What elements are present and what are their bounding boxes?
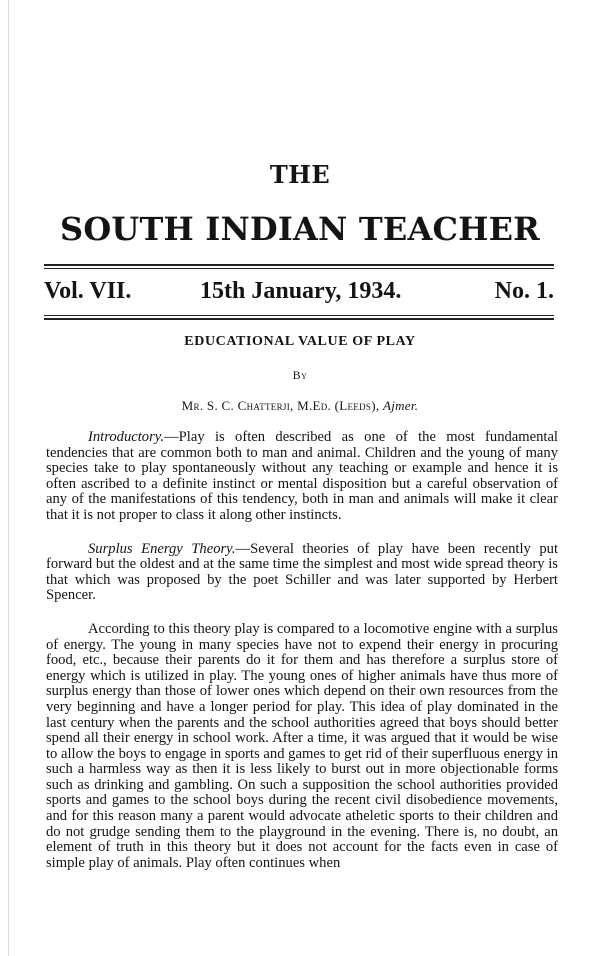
article-title: EDUCATIONAL VALUE OF PLAY [184, 334, 416, 349]
paragraph-text: —Several theories of play have been recently put forward but the oldest and at the same time the simplest and most wide spread theory is that which was proposed by the poet Schiller and was later supported by Herbert Spencer. [46, 540, 558, 604]
paragraph-text: —Play is often described as one of the most fundamental tendencies that are common both to man and animal. Children and the young of many species take to play spontaneously without any teaching or example and hence it is often ascribed to a definite instinct or mental disposition but a careful observation of any of the manifestations of this tendency, both in man and animals will make it clear that it is not proper to class it along other instincts. [46, 429, 558, 523]
paragraph-surplus-energy [46, 542, 558, 604]
rule-top-thin [44, 268, 554, 269]
article-body [46, 430, 558, 889]
issue-number: No. 1. [494, 278, 554, 304]
rule-top [44, 264, 554, 266]
paragraph-lead: Surplus Energy Theory. [88, 540, 236, 557]
rule-bottom [44, 318, 554, 320]
author-place: Ajmer. [382, 398, 419, 413]
author-name: Mr. S. C. Chatterji, M.Ed. (Leeds), [181, 398, 380, 413]
paragraph-lead: Introductory. [88, 429, 165, 445]
rule-bottom-thin [44, 315, 554, 316]
paragraph-theory [46, 622, 558, 872]
volume-label: Vol. VII. [44, 278, 132, 304]
page-edge [8, 0, 9, 956]
paragraph-introductory [46, 430, 558, 524]
paragraph-text: According to this theory play is compared to a locomotive engine with a surplus of energy. The young in many species have not to expend their energy in procuring food, etc., because their parents do it for them and has therefore a surplus store of energy which is utilized in play. The young ones of higher animals have thus more of surplus energy than those of lower ones which depend on their own resources from the very beginning and have a longer period for play. This idea of play dominated in the last century when the parents and the school authorities agreed that boys should better spend all their energy in school work. After a time, it was argued that it would be wise to allow the boys to engage in sports and games to get rid of their superfluous energy in such a harmless way as then it is less likely to burst out in more objectionable forms such as drinking and gambling. On such a supposition the school authorities provided sports and games to the school boys during the recent civil disobedience movements, and for this reason many a parent would advocate atheletic sports to their children and do not grudge sending them to the playground in the evening. There is, no doubt, an element of truth in this theory but it does not account for the facts even in case of simple play of animals. Play often continues when [46, 620, 558, 871]
byline-by: By [292, 368, 308, 382]
journal-title: SOUTH INDIAN TEACHER [60, 210, 540, 248]
issue-date: 15th January, 1934. [200, 278, 402, 304]
masthead-article: THE [269, 160, 331, 189]
author-line [0, 398, 600, 414]
